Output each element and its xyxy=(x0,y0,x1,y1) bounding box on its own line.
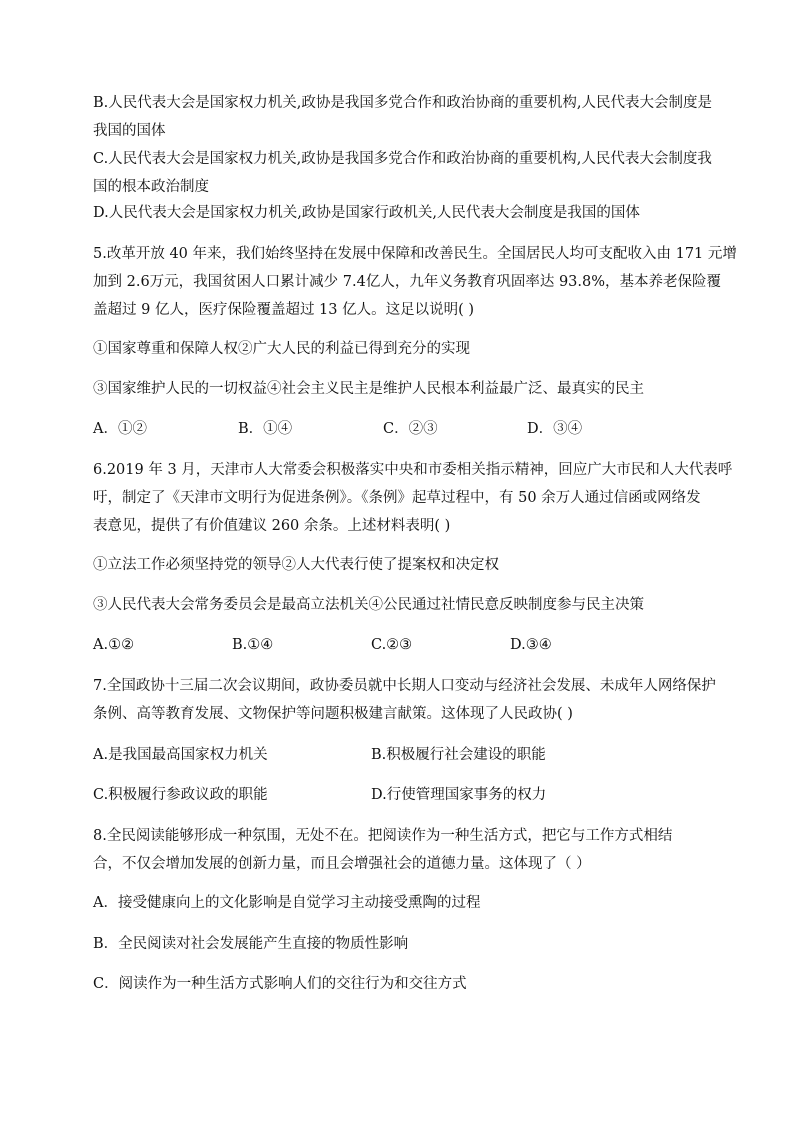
q5-stem-line3: 盖超过 9 亿人，医疗保险覆盖超过 13 亿人。这足以说明( ) xyxy=(93,302,475,318)
q6-stem-line1: 6.2019 年 3 月，天津市人大常委会积极落实中央和市委相关指示精神，回应广大市民和人大代表呼 xyxy=(93,462,733,478)
q4-option-b-line2: 我国的国体 xyxy=(93,123,166,139)
q5-statement-2: ③国家维护人民的一切权益④社会主义民主是维护人民根本利益最广泛、最真实的民主 xyxy=(93,381,644,397)
q4-option-c-line2: 国的根本政治制度 xyxy=(93,179,209,195)
q6-option-b: B.①④ xyxy=(232,637,274,653)
q6-option-a: A.①② xyxy=(93,637,135,653)
q6-statement-2: ③人民代表大会常务委员会是最高立法机关④公民通过社情民意反映制度参与民主决策 xyxy=(93,597,644,613)
q7-option-a: A.是我国最高国家权力机关 xyxy=(93,747,268,763)
q7-option-b: B.积极履行社会建设的职能 xyxy=(371,747,546,763)
q5-option-c: C．②③ xyxy=(383,421,438,437)
q5-statement-1: ①国家尊重和保障人权②广大人民的利益已得到充分的实现 xyxy=(93,341,470,357)
q6-option-d: D.③④ xyxy=(510,637,552,653)
q8-stem-line1: 8.全民阅读能够形成一种氛围，无处不在。把阅读作为一种生活方式，把它与工作方式相结 xyxy=(93,828,673,844)
q5-stem-line2: 加到 2.6万元，我国贫困人口累计减少 7.4亿人，九年义务教育巩固率达 93.8%，基本养老保险覆 xyxy=(93,274,722,290)
q7-option-c: C.积极履行参政议政的职能 xyxy=(93,787,268,803)
q6-option-c: C.②③ xyxy=(371,637,413,653)
q7-stem-line1: 7.全国政协十三届二次会议期间，政协委员就中长期人口变动与经济社会发展、未成年人网络保护 xyxy=(93,678,716,694)
q5-option-a: A．①② xyxy=(93,421,147,437)
q7-stem-line2: 条例、高等教育发展、文物保护等问题积极建言献策。这体现了人民政协( ) xyxy=(93,706,573,722)
q8-option-b: B．全民阅读对社会发展能产生直接的物质性影响 xyxy=(93,936,409,952)
q6-stem-line2: 吁，制定了《天津市文明行为促进条例》。《条例》起草过程中，有 50 余万人通过信函或网络发 xyxy=(93,490,701,506)
q5-option-d: D．③④ xyxy=(527,421,583,437)
q6-statement-1: ①立法工作必须坚持党的领导②人大代表行使了提案权和决定权 xyxy=(93,557,499,573)
q5-option-b: B．①④ xyxy=(238,421,293,437)
q4-option-b-line1: B.人民代表大会是国家权力机关,政协是我国多党合作和政治协商的重要机构,人民代表大会制度是 xyxy=(93,95,712,111)
q4-option-c-line1: C.人民代表大会是国家权力机关,政协是我国多党合作和政治协商的重要机构,人民代表大会制度我 xyxy=(93,151,712,167)
q8-stem-line2: 合，不仅会增加发展的创新力量，而且会增强社会的道德力量。这体现了（ ） xyxy=(93,856,591,872)
q6-stem-line3: 表意见，提供了有价值建议 260 余条。上述材料表明( ) xyxy=(93,518,451,534)
q8-option-c: C．阅读作为一种生活方式影响人们的交往行为和交往方式 xyxy=(93,976,467,992)
q4-option-d: D.人民代表大会是国家权力机关,政协是国家行政机关,人民代表大会制度是我国的国体 xyxy=(93,205,640,221)
q7-option-d: D.行使管理国家事务的权力 xyxy=(371,787,547,803)
q8-option-a: A．接受健康向上的文化影响是自觉学习主动接受熏陶的过程 xyxy=(93,895,481,911)
q5-stem-line1: 5.改革开放 40 年来，我们始终坚持在发展中保障和改善民生。全国居民人均可支配收入由 171 元增 xyxy=(93,246,737,262)
